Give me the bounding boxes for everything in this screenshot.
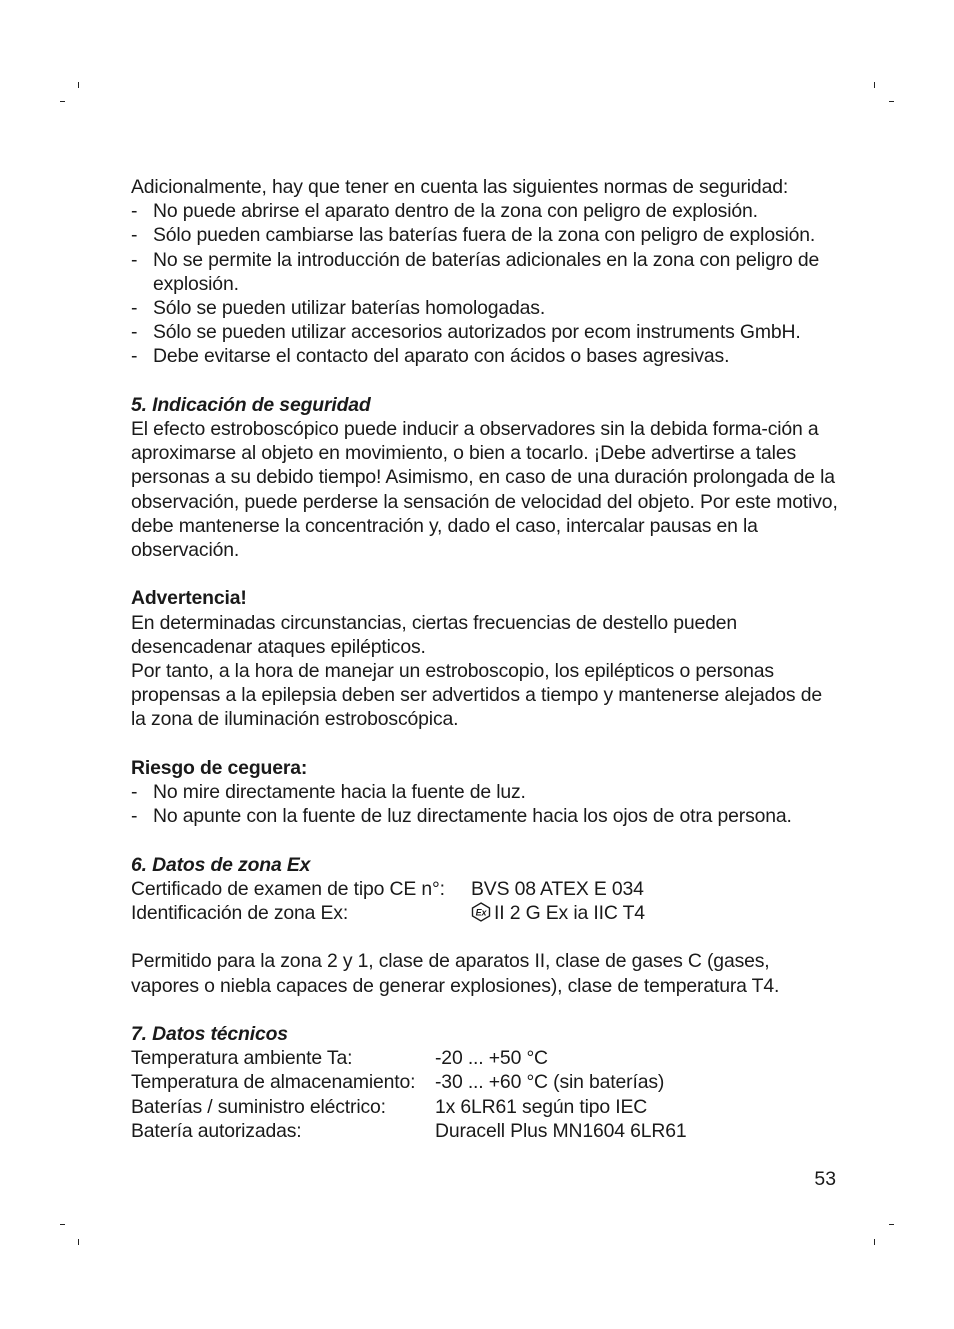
spec-row: [131, 1119, 841, 1143]
spec-value: II 2 G Ex ia IIC T4: [494, 902, 645, 925]
blindness-list: [131, 780, 841, 828]
list-item: - Sólo se pueden utilizar baterías homologadas.: [131, 296, 841, 320]
spec-label: Batería autorizadas:: [131, 1119, 302, 1142]
crop-mark: [78, 1239, 79, 1245]
spec-value: BVS 08 ATEX E 034: [471, 877, 644, 900]
crop-mark: [78, 82, 79, 88]
list-item: - Sólo se pueden utilizar accesorios autorizados por ecom instruments GmbH.: [131, 320, 841, 344]
intro-text: Adicionalmente, hay que tener en cuenta las siguientes normas de seguridad:: [131, 176, 789, 198]
page-content: [131, 175, 841, 1143]
blindness-heading: Riesgo de ceguera:: [131, 756, 308, 779]
spec-row: [131, 877, 841, 901]
spec-value: 1x 6LR61 según tipo IEC: [435, 1095, 648, 1118]
warning-heading: Advertencia!: [131, 587, 247, 610]
warning-paragraph: Por tanto, a la hora de manejar un estroboscopio, los epilépticos o personas propensas a la epilepsia deben ser advertidos a tiempo y mantenerse alejados de la zona de iluminación estroboscópica.: [131, 660, 822, 731]
spec-label: Identificación de zona Ex:: [131, 902, 349, 925]
zone-note: Permitido para la zona 2 y 1, clase de aparatos II, clase de gases C (gases, vapores o niebla capaces de generar explosiones), clase de temperatura T4.: [131, 950, 780, 997]
list-item: - No puede abrirse el aparato dentro de la zona con peligro de explosión.: [131, 199, 841, 223]
svg-text:Ex: Ex: [475, 907, 487, 918]
spec-row: [131, 901, 841, 925]
spec-label: Temperatura de almacenamiento:: [131, 1071, 416, 1094]
spec-row: [131, 1070, 841, 1094]
list-item: - No se permite la introducción de baterías adicionales en la zona con peligro de explosión.: [131, 248, 841, 296]
spec-row: [131, 1095, 841, 1119]
crop-mark: [874, 82, 875, 88]
crop-mark: [889, 101, 894, 102]
spec-label: Temperatura ambiente Ta:: [131, 1047, 353, 1070]
spec-label: Baterías / suministro eléctrico:: [131, 1095, 386, 1118]
spec-row: [131, 1046, 841, 1070]
warning-paragraph: En determinadas circunstancias, ciertas frecuencias de destello pueden desencadenar ataques epilépticos.: [131, 611, 738, 658]
list-item: - Debe evitarse el contacto del aparato con ácidos o bases agresivas.: [131, 344, 841, 368]
crop-mark: [874, 1239, 875, 1245]
list-item: - Sólo pueden cambiarse las baterías fuera de la zona con peligro de explosión.: [131, 223, 841, 247]
list-item: - No apunte con la fuente de luz directamente hacia los ojos de otra persona.: [131, 804, 841, 828]
spec-value: -20 ... +50 °C: [435, 1047, 548, 1070]
ex-atex-icon: [471, 902, 491, 922]
safety-rules-list: [131, 199, 841, 368]
page-number: 53: [814, 1168, 836, 1190]
crop-mark: [60, 1224, 65, 1225]
section-6-heading: 6. Datos de zona Ex: [131, 853, 311, 876]
crop-mark: [60, 101, 65, 102]
section-7-heading: 7. Datos técnicos: [131, 1023, 288, 1046]
section-5-heading: 5. Indicación de seguridad: [131, 393, 371, 416]
list-item: - No mire directamente hacia la fuente de luz.: [131, 780, 841, 804]
crop-mark: [889, 1224, 894, 1225]
spec-value-with-icon: [471, 901, 645, 925]
spec-value: Duracell Plus MN1604 6LR61: [435, 1119, 687, 1142]
section-5-body: El efecto estroboscópico puede inducir a observadores sin la debida forma-ción a aproximarse al objeto en movimiento, o bien a tocarlo. ¡Debe advertirse a tales personas a su debido tiempo! Asimismo, en caso de una duración prolongada de la observación, puede perderse la sensación de velocidad del objeto. Por este motivo, debe mantenerse la concentración y, dado el caso, intercalar pausas en la observación.: [131, 418, 838, 562]
spec-label: Certificado de examen de tipo CE n°:: [131, 877, 445, 900]
spec-value: -30 ... +60 °C (sin baterías): [435, 1071, 665, 1094]
